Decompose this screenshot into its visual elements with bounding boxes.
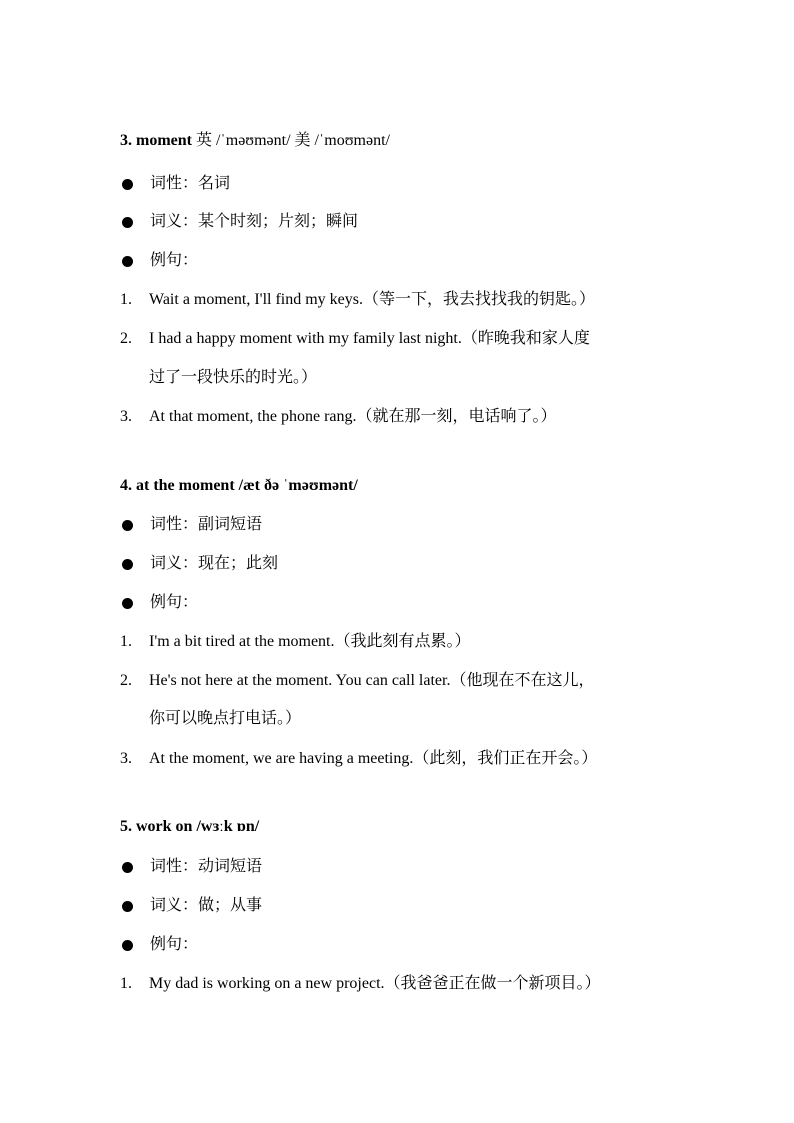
- entry-heading: 3. moment 英 /ˈməʊmənt/ 美 /ˈmoʊmənt/: [120, 132, 390, 149]
- meaning: 词义：做；从事: [150, 897, 263, 914]
- example-sentence-continued: 过了一段快乐的时光。）: [149, 369, 318, 386]
- entry-heading: 4. at the moment /æt ðə ˈməʊmənt/: [120, 477, 358, 494]
- entry-phonetic: 英 /ˈməʊmənt/ 美 /ˈmoʊmənt/: [191, 132, 390, 149]
- example-number: 3.: [120, 750, 132, 767]
- example-sentence: At the moment, we are having a meeting.（此刻，我们正在开会。）: [149, 750, 598, 767]
- bullet-icon: [122, 217, 133, 228]
- example-label: 例句：: [150, 252, 199, 269]
- example-sentence: I'm a bit tired at the moment.（我此刻有点累。）: [149, 633, 471, 650]
- example-number: 1.: [120, 291, 132, 308]
- example-sentence: He's not here at the moment. You can call later.（他现在不在这儿，: [149, 672, 595, 689]
- bullet-icon: [122, 559, 133, 570]
- example-sentence: I had a happy moment with my family last night.（昨晚我和家人度: [149, 330, 590, 347]
- bullet-icon: [122, 862, 133, 873]
- meaning: 词义：现在；此刻: [150, 555, 279, 572]
- example-label: 例句：: [150, 594, 199, 611]
- example-sentence: At that moment, the phone rang.（就在那一刻，电话响了。）: [149, 408, 557, 425]
- bullet-icon: [122, 598, 133, 609]
- bullet-icon: [122, 901, 133, 912]
- bullet-icon: [122, 940, 133, 951]
- bullet-icon: [122, 179, 133, 190]
- example-number: 1.: [120, 633, 132, 650]
- example-sentence: Wait a moment, I'll find my keys.（等一下，我去找找我的钥匙。）: [149, 291, 596, 308]
- part-of-speech: 词性：副词短语: [150, 516, 263, 533]
- meaning: 词义：某个时刻；片刻；瞬间: [150, 213, 359, 230]
- example-number: 3.: [120, 408, 132, 425]
- example-label: 例句：: [150, 936, 199, 953]
- example-sentence-continued: 你可以晚点打电话。）: [149, 710, 302, 727]
- bullet-icon: [122, 256, 133, 267]
- example-number: 1.: [120, 975, 132, 992]
- bullet-icon: [122, 520, 133, 531]
- part-of-speech: 词性：动词短语: [150, 858, 263, 875]
- example-sentence: My dad is working on a new project.（我爸爸正在做一个新项目。）: [149, 975, 601, 992]
- entry-heading: 5. work on /wɜːk ɒn/: [120, 818, 260, 835]
- example-number: 2.: [120, 330, 132, 347]
- example-number: 2.: [120, 672, 132, 689]
- part-of-speech: 词性：名词: [150, 175, 231, 192]
